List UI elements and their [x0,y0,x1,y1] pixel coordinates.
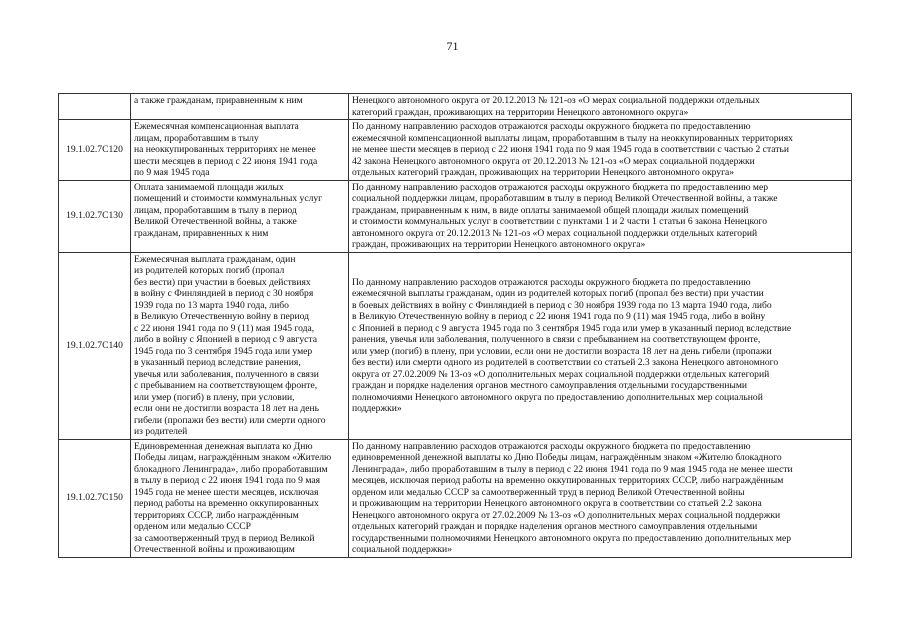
description-line: отдельных категорий граждан и порядке наделения органов местного самоуправления отдельными [352,521,758,532]
description-line: По данному направлению расходов отражаются расходы окружного бюджета по предоставлению [352,121,751,132]
row-code: 19.1.02.7С130 [59,180,131,252]
name-line: с пребыванием на соответствующем фронте, [134,380,318,391]
row-name [131,180,349,252]
description-line: или умер (погиб) в плену, при условии, если они не достигли возраста 18 лет на день гибели (пропажи [352,345,772,357]
table-row [59,439,852,557]
description-line: ранения, увечья или заболевания, полученного в связи с пребыванием на соответствующем фронте, [352,334,761,345]
name-line: в указанный период вследствие ранения, [134,357,301,368]
row-code: 19.1.02.7С150 [59,439,131,557]
description-line: орденом или медалью СССР за самоотверженный труд в период Великой Отечественной войны [352,486,745,498]
name-line: увечья или заболевания, полученного в связи [134,368,319,380]
name-line: блокадного Ленинграда», либо проработавшим [134,463,328,475]
description-line: ежемесячной выплаты гражданам, один из родителей которых погиб (пропал без вести) при участии [352,288,764,299]
description-line: Ненецкого автономного округа от 20.12.2013 № 121-оз «О мерах социальной поддержки отдельных [352,95,760,106]
description-line: и проживающим на территории Ненецкого автономного округа в соответствии со статьей 2.2 закона [352,498,762,509]
row-code: 19.1.02.7С120 [59,120,131,181]
name-line: Отечественной войны и проживающим [134,544,295,555]
name-line: помещений и стоимости коммунальных услуг [134,193,323,204]
description-line: государственными полномочиями Ненецкого автономного округа по предоставлению дополнительных мер [352,532,792,544]
name-line: а также гражданам, приравненным к ним [134,95,303,106]
table-row [59,94,852,120]
description-line: отдельных категорий граждан, проживающих на территории Ненецкого автономного округа» [352,167,735,178]
description-line: с Японией в период с 9 августа 1945 года по 3 сентября 1945 года или умер в указанный период вследствие [352,322,792,334]
name-line: в тылу в период с 22 июня 1941 года по 9 мая [134,475,321,486]
description-line: 42 закона Ненецкого автономного округа от 20.12.2013 № 121-оз «О мерах социальной поддержки [352,155,755,167]
description-line: граждан, проживающих на территории Ненецкого автономного округа» [352,239,646,250]
name-line: без вести) при участии в боевых действиях [134,276,311,288]
description-line: гражданам, приравненным к ним, в виде оплаты занимаемой общей площади жилых помещений [352,204,749,216]
name-line: по 9 мая 1945 года [134,167,210,178]
name-line: в Великую Отечественную войну в период [134,311,310,322]
name-line: Ежемесячная компенсационная выплата [134,121,299,132]
description-line: граждан и порядке наделения органов местного самоуправления отдельными государственными [352,380,748,391]
name-line: или умер (погиб) в плену, при условии, [134,391,295,403]
name-line: Победы лицам, награждённым знаком «Жителю [134,452,332,463]
name-line: 1945 года по 3 сентября 1945 года или умер [134,345,313,357]
name-line: в войну с Финляндией в период с 30 ноября [134,288,314,299]
description-line: без вести) или смерти одного из родителей в соответствии со статьей 2.3 закона Ненецкого автономного [352,357,779,368]
description-line: По данному направлению расходов отражаются расходы окружного бюджета по предоставлению [352,276,751,288]
name-line: Единовременная денежная выплата ко Дню [134,440,313,452]
row-name [131,439,349,557]
name-line: либо в войну с Японией в период с 9 августа [134,334,317,345]
name-line: 1945 года не менее шести месяцев, исключая [134,486,319,498]
name-line: из родителей которых погиб (пропал [134,265,285,276]
description-line: Ненецкого автономного округа от 27.02.2009 № 13-оз «О дополнительных мерах социальной поддержки [352,509,781,521]
name-line: Оплата занимаемой площади жилых [134,181,284,193]
name-line: Великой Отечественной войны, а также [134,216,297,227]
name-line: если они не достигли возраста 18 лет на день [134,403,319,414]
name-line: с 22 июня 1941 года по 9 (11) мая 1945 года, [134,322,315,334]
row-code: 19.1.02.7С140 [59,252,131,439]
description-line: Ленинграда», либо проработавшим в тылу в период с 22 июня 1941 года по 9 мая 1945 года не менее шести [352,463,793,475]
row-name [131,94,349,120]
description-line: социальной поддержки лицам, проработавшим в тылу в период Великой Отечественной войны, а также [352,193,778,204]
row-code [59,94,131,120]
table-row [59,180,852,252]
name-line: за самоотверженный труд в период Великой [134,532,315,544]
description-line: в Великую Отечественную войну в период с 22 июня 1941 года по 9 (11) мая 1945 года, либо в войну [352,311,766,322]
row-name [131,252,349,439]
description-line: месяцев, исключая период работы на временно оккупированных территориях СССР, либо награждённым [352,475,784,486]
name-line: гибели (пропажи без вести) или смерти одного [134,414,326,426]
description-line: категорий граждан, проживающих на территории Ненецкого автономного округа» [352,106,689,118]
row-description [349,252,852,439]
name-line: Ежемесячная выплата гражданам, один [134,253,296,265]
name-line: 1939 года по 13 марта 1940 года, либо [134,299,289,311]
description-line: По данному направлению расходов отражаются расходы окружного бюджета по предоставлению [352,440,751,452]
description-line: округа от 27.02.2009 № 13-оз «О дополнительных мерах социальной поддержки отдельных категорий [352,368,770,380]
name-line: лицам, проработавшим в тылу в период [134,204,297,216]
description-line: полномочиями Ненецкого автономного округа по предоставлению дополнительных мер социальной [352,391,763,403]
row-description [349,180,852,252]
description-line: социальной поддержки» [352,544,452,555]
name-line: гражданам, приравненных к ним [134,227,269,239]
table-row [59,252,852,439]
description-line: ежемесячной компенсационной выплаты лицам, проработавшим в тылу на неоккупированных территориях [352,132,793,144]
name-line: лицам, проработавшим в тылу [134,132,259,144]
description-line: и стоимости коммунальных услуг в соответствии с пунктами 1 и 2 части 1 статьи 6 закона Ненецкого [352,216,767,227]
name-line: шести месяцев в период с 22 июня 1941 года [134,155,318,167]
budget-classification-table [58,93,852,558]
row-description [349,120,852,181]
description-line: в боевых действиях в войну с Финляндией в период с 30 ноября 1939 года по 13 марта 1940 года, либо [352,299,772,311]
description-line: По данному направлению расходов отражаются расходы окружного бюджета по предоставлению мер [352,181,769,193]
table-row [59,120,852,181]
row-name [131,120,349,181]
name-line: период работы на временно оккупированных [134,498,319,509]
description-line: автономного округа от 20.12.2013 № 121-оз «О мерах социальной поддержки отдельных категорий [352,227,758,239]
name-line: территориях СССР, либо награждённым [134,509,299,521]
page-number: 71 [446,39,459,53]
name-line: орденом или медалью СССР [134,521,251,532]
name-line: из родителей [134,426,188,437]
row-description [349,94,852,120]
row-description [349,439,852,557]
name-line: на неоккупированных территориях не менее [134,144,316,155]
description-line: поддержки» [352,403,402,414]
description-line: единовременной денежной выплаты ко Дню Победы лицам, награждённым знаком «Жителю блокадного [352,452,782,463]
description-line: не менее шести месяцев в период с 22 июня 1941 года по 9 мая 1945 года в соответствии с частью 2 статьи [352,144,789,155]
